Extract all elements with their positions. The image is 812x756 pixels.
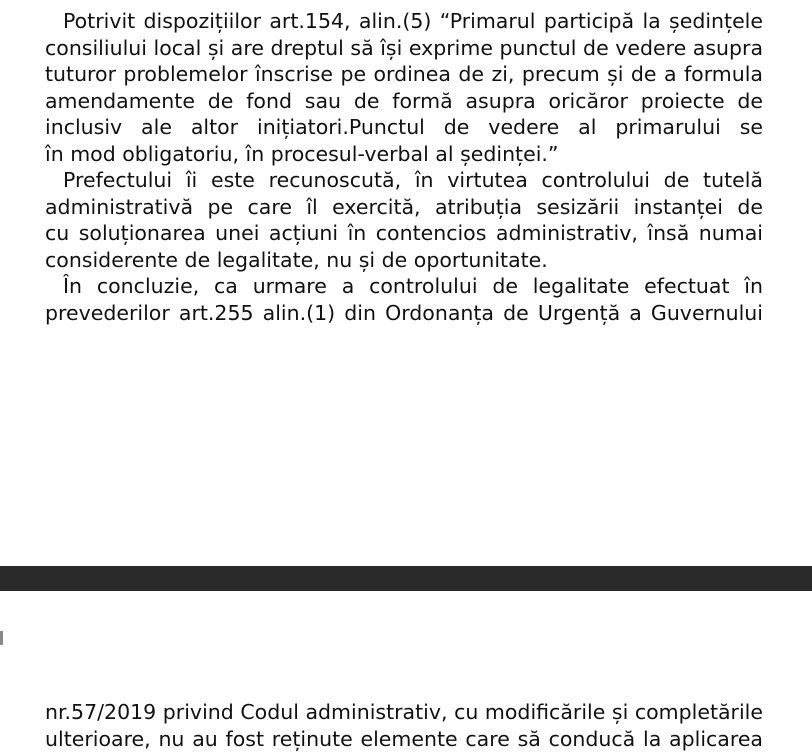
text-line: în mod obligatoriu, în procesul-verbal al ședinței.” — [45, 141, 559, 166]
text-line: consiliului local și are dreptul să își exprime punctul de vedere asupra — [45, 35, 763, 60]
text-line: nr.57/2019 privind Codul administrativ, cu modificările și completările — [45, 700, 763, 724]
paragraph-block-top — [45, 8, 763, 326]
text-line: prevederilor art.255 alin.(1) din Ordonanța de Urgență a Guvernului — [45, 300, 763, 325]
paragraph-block-bottom — [45, 699, 763, 752]
text-line: administrativă pe care îl exercită, atribuția sesizării instanței de — [45, 194, 763, 219]
text-line: cu soluționarea unei acțiuni în contencios administrativ, însă numai — [45, 221, 763, 245]
text-line: Prefectului îi este recunoscută, în virtutea controlului de tutelă — [63, 168, 763, 192]
text-line: tuturor problemelor înscrise pe ordinea de zi, precum și de a formula — [45, 62, 763, 86]
text-line: ulterioare, nu au fost reținute elemente care să conducă la aplicarea — [45, 726, 763, 751]
page-separator — [0, 566, 812, 591]
text-line: Potrivit dispozițiilor art.154, alin.(5) “Primarul participă la ședințele — [63, 9, 763, 33]
text-line: amendamente de fond sau de formă asupra oricăror proiecte de — [45, 88, 763, 113]
scan-edge-mark — [0, 631, 3, 645]
text-line: inclusiv ale altor inițiatori.Punctul de vedere al primarului se — [45, 115, 763, 139]
text-line: În concluzie, ca urmare a controlului de legalitate efectuat în — [63, 274, 763, 298]
text-line: considerente de legalitate, nu și de oportunitate. — [45, 247, 548, 272]
document-page-bottom — [0, 591, 812, 756]
